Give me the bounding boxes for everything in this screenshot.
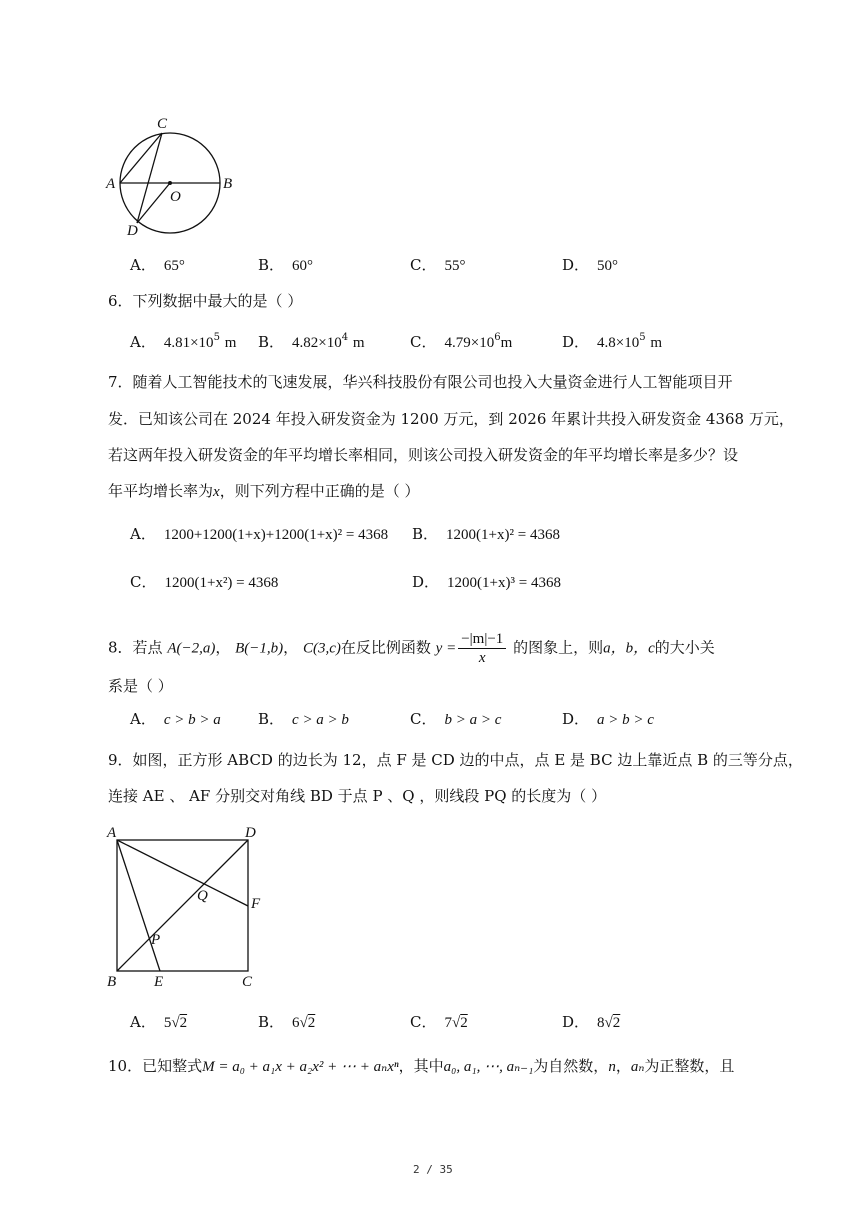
q6-option-c[interactable]: C． $4.79\times 10^6m$ bbox=[410, 332, 513, 351]
q5-circle-figure bbox=[100, 110, 250, 245]
q9-line-1: 9．如图，正方形 ABCD 的边长为 12，点 F 是 CD 边的中点，点 E 是 BC 边上靠近点 B 的三等分点， bbox=[108, 751, 803, 769]
q8-point-b: B(−1,b) bbox=[235, 640, 284, 657]
q7-line-2: 发．已知该公司在 2024 年投入研发资金为 1200 万元，到 2026 年累计共投入研发资金 4368 万元， bbox=[108, 410, 794, 428]
q6-option-d[interactable]: D． $4.8\times 10^5$ m bbox=[562, 332, 663, 351]
label-q: Q bbox=[197, 888, 208, 904]
q9-option-b[interactable]: B． 6√2 bbox=[258, 1013, 316, 1031]
q8-point-a: A(−2,a) bbox=[167, 640, 216, 657]
q8-option-d[interactable]: D． a > b > c bbox=[562, 710, 654, 728]
q8-line-2: 系是（ ） bbox=[108, 677, 173, 695]
q7-option-b[interactable]: B． 1200(1+x)² = 4368 bbox=[412, 525, 560, 543]
q7-option-c[interactable]: C． 1200(1+x²) = 4368 bbox=[130, 573, 279, 591]
q9-line-2: 连接 AE 、 AF 分别交对角线 BD 于点 P 、Q ，则线段 PQ 的长度为（ ） bbox=[108, 787, 607, 805]
diagonal-bd bbox=[117, 840, 248, 971]
q8-option-a[interactable]: A． c > b > a bbox=[130, 710, 221, 728]
segment-af bbox=[117, 840, 248, 906]
q5-option-c[interactable]: C． 55° bbox=[410, 256, 466, 274]
label-b: B bbox=[223, 176, 233, 192]
q7-line-1: 7．随着人工智能技术的飞速发展，华兴科技股份有限公司也投入大量资金进行人工智能项目开 bbox=[108, 373, 733, 391]
q5-option-a[interactable]: A． 65° bbox=[130, 256, 185, 274]
q5-option-b[interactable]: B． 60° bbox=[258, 256, 314, 274]
center-dot bbox=[168, 181, 172, 185]
q7-option-d[interactable]: D． 1200(1+x)³ = 4368 bbox=[412, 573, 561, 591]
label-o: O bbox=[170, 189, 181, 205]
q10-line-1: 10．已知整式M = a₀ + a₁x + a₂x² + ⋯ + aₙxⁿ，其中a₀, a₁, ⋯, aₙ₋₁为自然数，n，aₙ为正整数，且 bbox=[108, 1057, 735, 1075]
q8-line-1: 8．若点 A(−2,a)， B(−1,b)， C(3,c)在反比例函数 y = $\frac{-|m|-1}{x}$ 的图象上，则a，b，c的大小关 bbox=[108, 631, 715, 666]
label-a: A bbox=[107, 825, 117, 841]
q5-option-d[interactable]: D． 50° bbox=[562, 256, 619, 274]
page-number: 2 / 35 bbox=[413, 1163, 453, 1176]
segment-ae bbox=[117, 840, 160, 971]
q9-option-c[interactable]: C． 7√2 bbox=[410, 1013, 468, 1031]
label-d: D bbox=[127, 223, 138, 239]
label-d: D bbox=[245, 825, 256, 841]
q6-option-b[interactable]: B． $4.82\times 10^4$ m bbox=[258, 332, 365, 351]
q6-stem: 6．下列数据中最大的是（ ） bbox=[108, 292, 303, 310]
q7-line-4: 年平均增长率为x，则下列方程中正确的是（ ） bbox=[108, 482, 420, 500]
q8-option-c[interactable]: C． b > a > c bbox=[410, 710, 502, 728]
label-c: C bbox=[242, 974, 253, 990]
q8-point-c: C(3,c) bbox=[302, 640, 341, 657]
label-a: A bbox=[106, 176, 116, 192]
q8-function-fraction: $\frac{-|m|-1}{x}$ bbox=[458, 630, 506, 667]
label-b: B bbox=[107, 974, 117, 990]
label-p: P bbox=[151, 932, 161, 948]
q6-option-a[interactable]: A． $4.81\times 10^5$ m bbox=[130, 332, 237, 351]
label-f: F bbox=[251, 896, 261, 912]
q9-option-a[interactable]: A． 5√2 bbox=[130, 1013, 188, 1031]
label-e: E bbox=[154, 974, 164, 990]
q9-square-figure bbox=[100, 818, 275, 993]
chord-cd bbox=[137, 133, 162, 223]
q7-line-3: 若这两年投入研发资金的年平均增长率相同，则该公司投入研发资金的年平均增长率是多少？设 bbox=[108, 446, 739, 464]
q9-option-d[interactable]: D． 8√2 bbox=[562, 1013, 621, 1031]
q7-option-a[interactable]: A． 1200+1200(1+x)+1200(1+x)² = 4368 bbox=[130, 525, 389, 543]
q8-option-b[interactable]: B． c > a > b bbox=[258, 710, 349, 728]
label-c: C bbox=[157, 116, 168, 132]
